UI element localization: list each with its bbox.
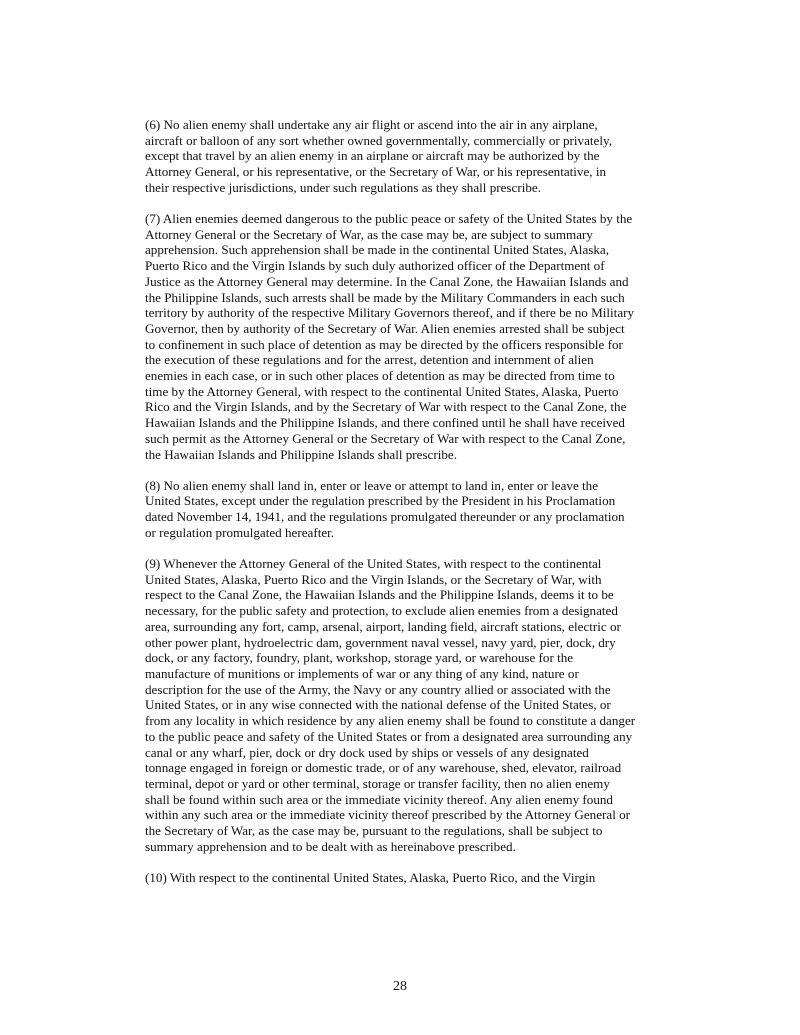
paragraph-6: (6) No alien enemy shall undertake any air flight or ascend into the air in any airplane, aircraft or balloon of any sort whether owned governmentally, commercially or privately, except that travel by an alien enemy in an airplane or aircraft may be authorized by the Attorney General, or his representative, or the Secretary of War, or his representative, in their respective jurisdictions, under such regulations as they shall prescribe. xyxy=(145,117,612,195)
paragraph-10: (10) With respect to the continental United States, Alaska, Puerto Rico, and the Virgin xyxy=(145,869,596,885)
paragraph-9: (9) Whenever the Attorney General of the United States, with respect to the continental United States, Alaska, Puerto Rico and the Virgin Islands, or the Secretary of War, with respect to the Canal Zone, the Hawaiian Islands and the Philippine Islands, deems it to be necessary, for the public safety and protection, to exclude alien enemies from a designated area, surrounding any fort, camp, arsenal, airport, landing field, aircraft stations, electric or other power plant, hydroelectric dam, government naval vessel, navy yard, pier, dock, dry dock, or any factory, foundry, plant, workshop, storage yard, or warehouse for the manufacture of munitions or implements of war or any thing of any kind, nature or description for the use of the Army, the Navy or any country allied or associated with the United States, or in any wise connected with the national defense of the United States, or from any locality in which residence by any alien enemy shall be found to constitute a danger to the public peace and safety of the United States or from a designated area surrounding any canal or any wharf, pier, dock or dry dock used by ships or vessels of any designated tonnage engaged in foreign or domestic trade, or of any warehouse, shed, elevator, railroad terminal, depot or yard or other terminal, storage or transfer facility, then no alien enemy shall be found within such area or the immediate vicinity thereof. Any alien enemy found within any such area or the immediate vicinity thereof prescribed by the Attorney General or the Secretary of War, as the case may be, pursuant to the regulations, shall be subject to summary apprehension and to be dealt with as hereinabove prescribed. xyxy=(145,556,636,854)
page-number: 28 xyxy=(393,979,407,994)
document-body xyxy=(145,117,675,886)
paragraph-8: (8) No alien enemy shall land in, enter or leave or attempt to land in, enter or leave the United States, except under the regulation prescribed by the President in his Proclamation dated November 14, 1941, and the regulations promulgated thereunder or any proclamation or regulation promulgated hereafter. xyxy=(145,477,625,540)
paragraph-7: (7) Alien enemies deemed dangerous to the public peace or safety of the United States by the Attorney General or the Secretary of War, as the case may be, are subject to summary apprehension. Such apprehension shall be made in the continental United States, Alaska, Puerto Rico and the Virgin Islands by such duly authorized officer of the Department of Justice as the Attorney General may determine. In the Canal Zone, the Hawaiian Islands and the Philippine Islands, such arrests shall be made by the Military Commanders in each such territory by authority of the respective Military Governors thereof, and if there be no Military Governor, then by authority of the Secretary of War. Alien enemies arrested shall be subject to confinement in such place of detention as may be directed by the officers responsible for the execution of these regulations and for the arrest, detention and internment of alien enemies in each case, or in such other places of detention as may be directed from time to time by the Attorney General, with respect to the continental United States, Alaska, Puerto Rico and the Virgin Islands, and by the Secretary of War with respect to the Canal Zone, the Hawaiian Islands and the Philippine Islands, and there confined until he shall have received such permit as the Attorney General or the Secretary of War with respect to the Canal Zone, the Hawaiian Islands and Philippine Islands shall prescribe. xyxy=(145,211,635,462)
